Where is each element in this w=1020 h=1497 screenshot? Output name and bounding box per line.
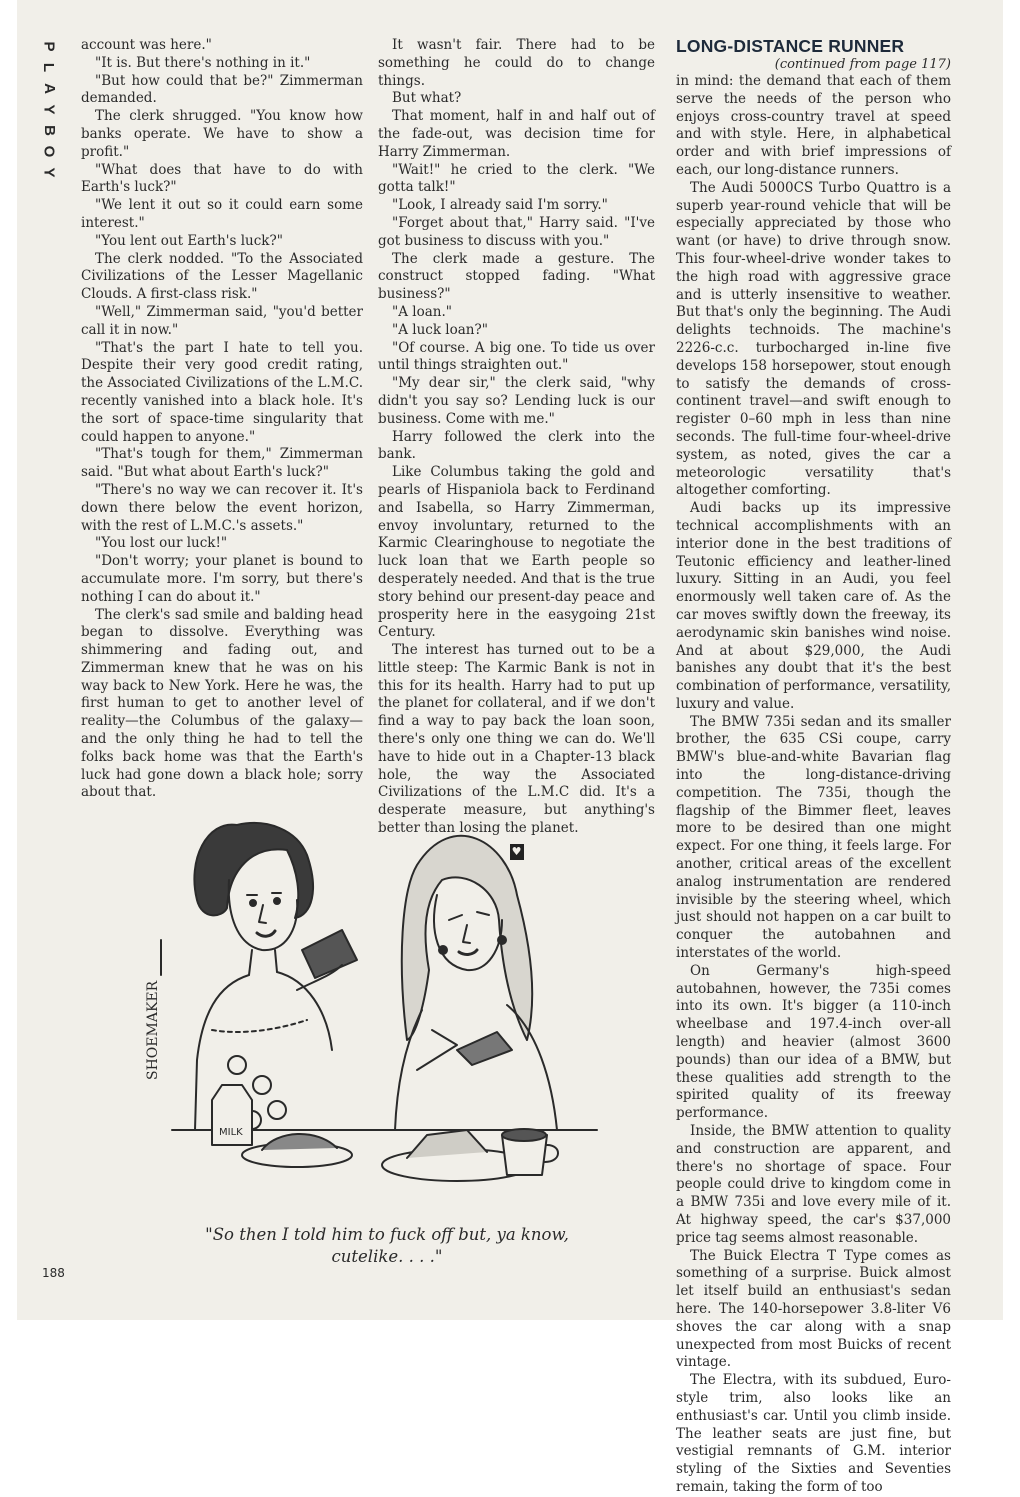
spine-letter: A	[40, 83, 58, 94]
caption-line: "So then I told him to fuck off but, ya know,	[205, 1225, 569, 1244]
paragraph: "We lent it out so it could earn some interest."	[81, 197, 363, 231]
paragraph: "You lost our luck!"	[95, 535, 228, 552]
paragraph: The clerk nodded. "To the Associated Civilizations of the Lesser Magellanic Clouds. A first-class risk."	[81, 250, 363, 303]
paragraph: The Buick Electra T Type comes as something of a surprise. Buick almost let itself build an enthusiast's sedan here. The 140-horsepower 3.8-liter V6 shoves the car along with a snap unexpected from most Buicks of recent vintage.	[676, 1247, 951, 1371]
magazine-spine-label	[37, 36, 61, 183]
paragraph: "Look, I already said I'm sorry."	[392, 197, 608, 214]
article-heading: LONG-DISTANCE RUNNER	[676, 36, 905, 56]
article-column-3	[676, 36, 951, 1497]
paragraph: On Germany's high-speed autobahnen, however, the 735i comes into its own. It's bigger (a 110-inch wheelbase and 197.4-inch over-all length) and heavier (almost 3600 pounds) than our idea of a BMW, but these qualities add strength to the spirited quality of its freeway performance.	[676, 962, 951, 1122]
cartoon-caption	[167, 1224, 607, 1268]
paragraph: The clerk's sad smile and balding head began to dissolve. Everything was shimmering and fading out, and Zimmerman knew that he was on his way back to New York. Here he was, the first human to get to another level of reality—the Columbus of the galaxy—and the only thing he had to tell the folks back home was that the Earth's luck had gone down a black hole; sorry about that.	[81, 606, 363, 801]
paragraph: The Electra, with its subdued, Euro-style trim, also looks like an enthusiast's car. Until you climb inside. The leather seats are just fine, but vestigial remnants of G.M. interior styling of the Sixties and Seventies remain, taking the form of too	[676, 1372, 951, 1495]
cartoon-signature: SHOEMAKER	[145, 980, 161, 1080]
paragraph: Like Columbus taking the gold and pearls of Hispaniola back to Ferdinand and Isabella, so Harry Zimmerman, envoy involuntary, returned to the Karmic Clearinghouse to negotiate the luck loan that we Earth people so desperately needed. And that is the true story behind our present-day peace and prosperity here in the easygoing 21st Century.	[378, 464, 655, 641]
paragraph: "A loan."	[392, 303, 452, 320]
paragraph: "Well," Zimmerman said, "you'd better call it in now."	[81, 303, 363, 338]
paragraph: "That's the part I hate to tell you. Despite their very good credit rating, the Associated Civilizations of the L.M.C. recently vanished into a black hole. It's the sort of space-time singularity that could happen to anyone."	[81, 339, 363, 445]
paragraph: "Forget about that," Harry said. "I've got business to discuss with you."	[378, 214, 655, 249]
spine-letter: O	[40, 145, 58, 158]
end-of-story-mark: ♥	[510, 844, 524, 860]
spine-letter: L	[40, 62, 58, 73]
paragraph: The interest has turned out to be a little steep: The Karmic Bank is not in this for its health. Harry had to put up the planet for collateral, and if we don't find a way to pay back the loan soon, there's only one thing we can do. We'll have to hide out in a Chapter-13 black hole, the way the Associated Civilizations of the L.M.C did. It's a desperate measure, but anything's better than losing the planet.	[378, 642, 655, 837]
paragraph: The Audi 5000CS Turbo Quattro is a superb year-round vehicle that will be especially appreciated by those who want (or have) to drive through snow. This four-wheel-drive wonder takes to the high road with aggressive grace and is utterly insensitive to weather. But that's only the beginning. The Audi delights technoids. The machine's 2226-c.c. turbocharged in-line five develops 158 horsepower, stout enough to satisfy the demands of cross-continent travel—and swift enough to register 0–60 mph in less than nine seconds. The full-time four-wheel-drive system, as noted, gives the car a meteorologic versatility that's altogether comforting.	[676, 179, 951, 499]
paragraph: The clerk made a gesture. The construct stopped fading. "What business?"	[378, 250, 655, 303]
paragraph: "Wait!" he cried to the clerk. "We gotta talk!"	[378, 161, 655, 196]
paragraph: Harry followed the clerk into the bank.	[378, 428, 655, 463]
spine-letter: B	[40, 125, 58, 136]
paragraph: account was here."	[81, 37, 212, 53]
spine-letter: P	[40, 41, 58, 52]
magazine-page	[17, 0, 1003, 1495]
paragraph: "A luck loan?"	[392, 321, 488, 338]
paragraph: Audi backs up its impressive technical accomplishments with an interior done in the best traditions of Teutonic efficiency and leather-lined luxury. Sitting in an Audi, you feel enormously well taken care of. As the car moves swiftly down the freeway, its aerodynamic skin banishes wind noise. And at about $29,000, the Audi banishes any doubt that it's the best combination of performance, versatility, luxury and value.	[676, 500, 951, 712]
paragraph: "But how could that be?" Zimmerman demanded.	[81, 72, 363, 107]
caption-line: cutelike. . . ."	[331, 1247, 443, 1266]
paragraph: "What does that have to do with Earth's luck?"	[81, 161, 363, 196]
cartoon-illustration	[145, 800, 607, 1200]
paragraph: "Of course. A big one. To tide us over until things straighten out."	[378, 339, 655, 374]
spine-letter: Y	[40, 167, 58, 178]
paragraph: It wasn't fair. There had to be something he could do to change things.	[378, 37, 655, 89]
page-number: 188	[42, 1266, 65, 1280]
paragraph: The clerk shrugged. "You know how banks operate. We have to show a profit."	[81, 108, 363, 160]
continued-from-note: (continued from page 117)	[774, 57, 951, 72]
spine-letter: Y	[40, 104, 58, 115]
paragraph: "It is. But there's nothing in it."	[95, 54, 311, 71]
story-column-1	[81, 37, 363, 802]
paragraph: Inside, the BMW attention to quality and construction are apparent, and there's no shortage of space. Four people could drive to kingdom come in a BMW 735i and love every mile of it. At highway speed, the car's $37,000 price tag seems almost reasonable.	[676, 1123, 951, 1246]
paragraph: That moment, half in and half out of the fade-out, was decision time for Harry Zimmerman.	[378, 108, 655, 160]
paragraph: "Don't worry; your planet is bound to accumulate more. I'm sorry, but there's nothing I can do about it."	[81, 553, 363, 605]
paragraph: "You lent out Earth's luck?"	[95, 232, 283, 249]
paragraph: But what?	[392, 90, 462, 107]
paragraph: "That's tough for them," Zimmerman said. "But what about Earth's luck?"	[81, 446, 363, 481]
paragraph: in mind: the demand that each of them serve the needs of the person who enjoys cross-country travel at speed and with style. Here, in alphabetical order and with brief impressions of each, our long-distance runners.	[676, 73, 951, 178]
paragraph: "There's no way we can recover it. It's down there below the event horizon, with the rest of L.M.C.'s assets."	[81, 481, 363, 534]
milk-label: MILK	[219, 1127, 243, 1138]
paragraph: "My dear sir," the clerk said, "why didn't you say so? Lending luck is our business. Come with me."	[378, 375, 655, 427]
story-column-2	[378, 37, 655, 860]
paragraph: The BMW 735i sedan and its smaller brother, the 635 CSi coupe, carry BMW's blue-and-white Bavarian flag into the long-distance-driving competition. The 735i, though the flagship of the Bimmer fleet, leaves more to be desired than one might expect. For one thing, it feels large. For another, critical areas of the excellent analog instrumentation are rendered invisible by the steering wheel, which just should not happen on a car built to conquer the autobahnen and interstates of the world.	[676, 713, 951, 962]
